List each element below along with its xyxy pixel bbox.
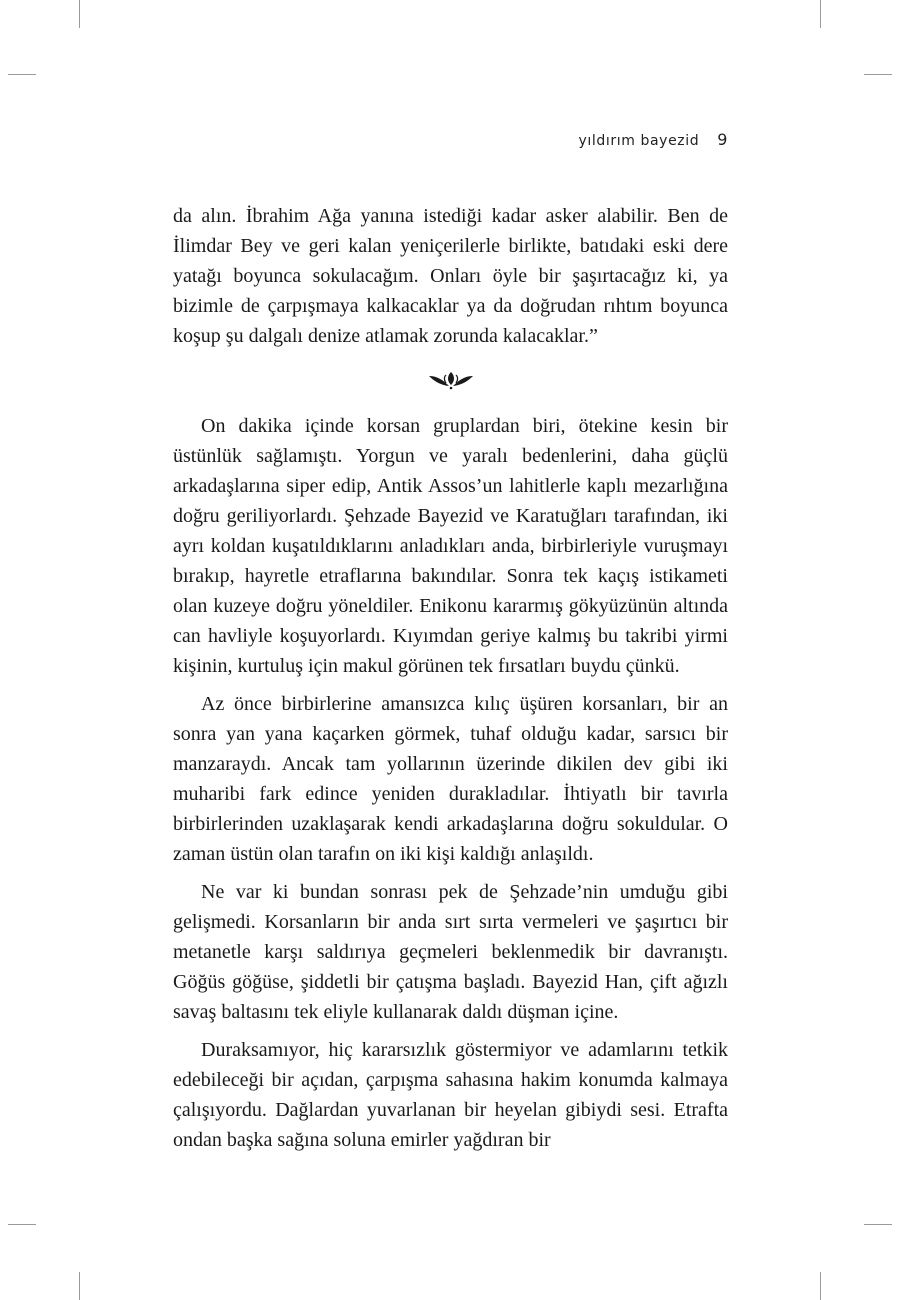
section-ornament [173, 355, 728, 405]
crop-mark-right-lower [864, 1224, 892, 1225]
running-title: yıldırım bayezid [578, 133, 700, 149]
paragraph-continued: da alın. İbrahim Ağa yanına istediği kadar asker alabilir. Ben de İlimdar Bey ve geri kalan yeniçerilerle birlikte, batıdaki eski dere yatağı boyunca sokulacağım. Onları öyle bir şaşırtacağız ki, ya bizimle de çarpışmaya kalkacaklar ya da doğrudan rıhtım boyunca koşup şu dalgalı denize atlamak zorunda kalacaklar.” [173, 205, 728, 347]
running-head [173, 130, 728, 149]
paragraph: Duraksamıyor, hiç kararsızlık göstermiyor ve adamlarını tetkik edebileceği bir açıdan, çarpışma sahasına hakim konumda kalmaya çalışıyordu. Dağlardan yuvarlanan bir heyelan gibiydi sesi. Etrafta ondan başka sağına soluna emirler yağdıran bir [173, 1039, 728, 1151]
paragraph: Ne var ki bundan sonrası pek de Şehzade’nin umduğu gibi gelişmedi. Korsanların bir anda sırt sırta vermeleri ve şaşırtıcı bir metanetle karşı saldırıya geçmeleri beklenmedik bir davranıştı. Göğüs göğüse, şiddetli bir çatışma başladı. Bayezid Han, çift ağızlı savaş baltasını tek eliyle kullanarak daldı düşman içine. [173, 881, 728, 1023]
crop-mark-bottom-right [820, 1272, 821, 1300]
paragraph: On dakika içinde korsan gruplardan biri, ötekine kesin bir üstünlük sağlamıştı. Yorgun ve yaralı bedenlerini, daha güçlü arkadaşlarına siper edip, Antik Assos’un lahitlerle kaplı mezarlığına doğru geriliyorlardı. Şehzade Bayezid ve Karatuğları tarafından, iki ayrı koldan kuşatıldıklarını anladıkları anda, birbirleriyle vuruşmayı bırakıp, hayretle etraflarına bakındılar. Sonra tek kaçış istikameti olan kuzeye doğru yöneldiler. Enikonu kararmış gökyüzünün altında can havliyle koşuyorlardı. Kıyımdan geriye kalmış bu takribi yirmi kişinin, kurtuluş için makul görünen tek fırsatları buydu çünkü. [173, 415, 728, 677]
body-text [173, 201, 728, 1155]
paragraph: Az önce birbirlerine amansızca kılıç üşüren korsanları, bir an sonra yan yana kaçarken görmek, tuhaf olduğu kadar, sarsıcı bir manzaraydı. Ancak tam yollarının üzerinde dikilen dev gibi iki muharibi fark edince yeniden durakladılar. İhtiyatlı bir tavırla birbirlerinden uzaklaşarak kendi arkadaşlarına doğru sokuldular. O zaman üstün olan tarafın on iki kişi kaldığı anlaşıldı. [173, 693, 728, 865]
floral-divider-icon [427, 370, 475, 390]
crop-mark-left-upper [8, 74, 36, 75]
crop-mark-bottom-left [79, 1272, 80, 1300]
crop-mark-top-left [79, 0, 80, 28]
crop-mark-top-right [820, 0, 821, 28]
crop-mark-right-upper [864, 74, 892, 75]
crop-mark-left-lower [8, 1224, 36, 1225]
page-number: 9 [717, 130, 728, 149]
